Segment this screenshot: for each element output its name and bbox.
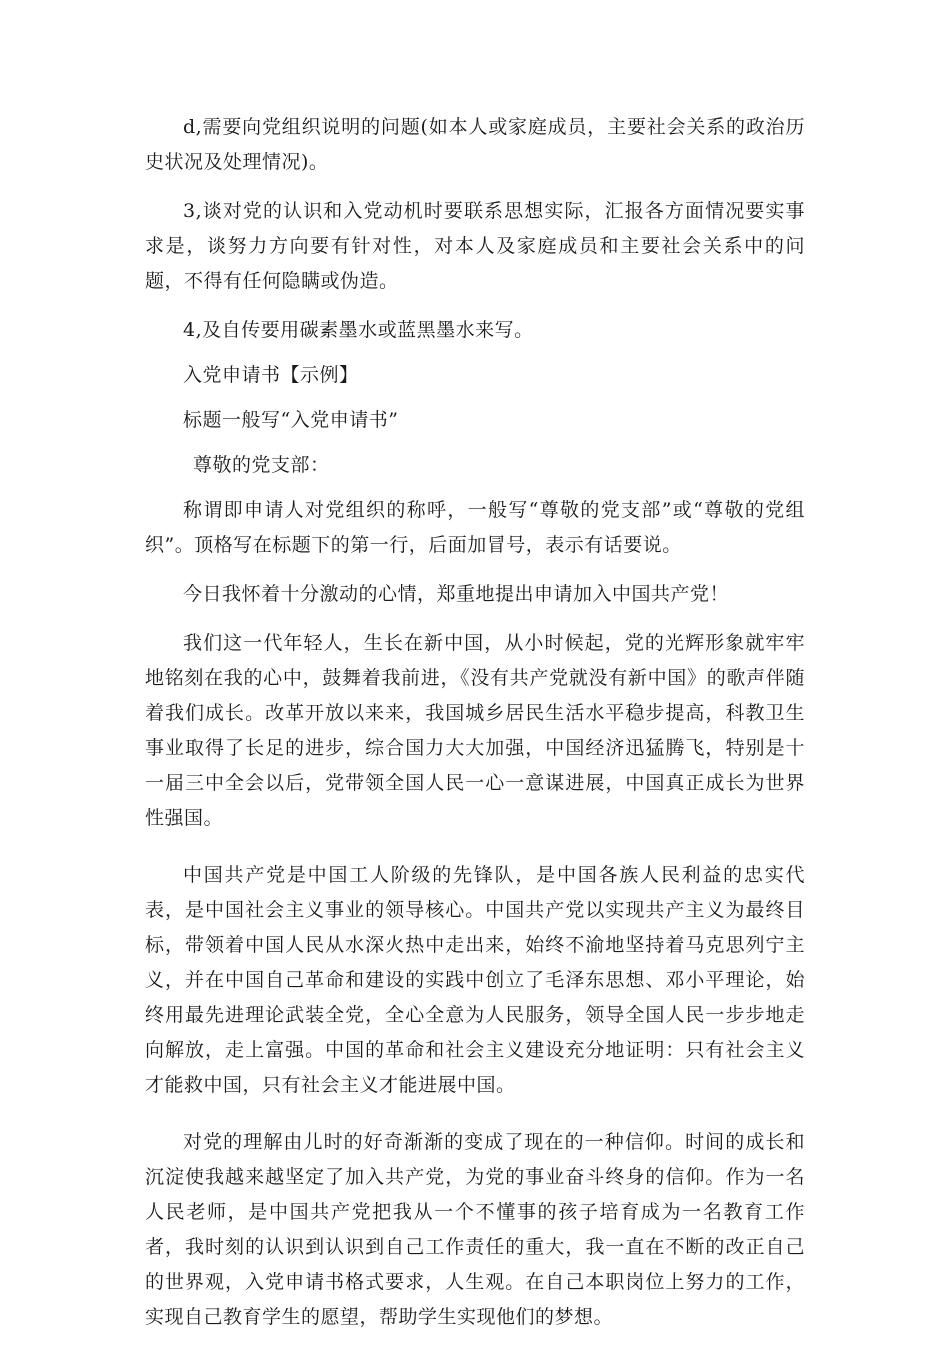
paragraph-item-4: 4,及自传要用碳素墨水或蓝黑墨水来写。 bbox=[183, 319, 534, 341]
document-body bbox=[145, 110, 805, 1349]
example-heading: 入党申请书【示例】 bbox=[183, 364, 359, 386]
body-paragraph-generation: 我们这一代年轻人，生长在新中国，从小时候起，党的光辉形象就牢牢地铭刻在我的心中，鼓舞着我前进，《没有共产党就没有新中国》的歌声伴随着我们成长。改革开放以来来，我国城乡居民生活水平稳步提高，科教卫生事业取得了长足的进步，综合国力大大加强，中国经济迅猛腾飞，特别是十一届三中全会以后，党带领全国人民一心一意谋进展，中国真正成长为世界性强国。 bbox=[145, 632, 805, 829]
body-paragraph-belief: 对党的理解由儿时的好奇渐渐的变成了现在的一种信仰。时间的成长和沉淀使我越来越坚定了加入共产党，为党的事业奋斗终身的信仰。作为一名人民老师，是中国共产党把我从一个不懂事的孩子培育成为一名教育工作者，我时刻的认识到认识到自己工作责任的重大，我一直在不断的改正自己的世界观，入党申请书格式要求，人生观。在自己本职岗位上努力的工作，实现自己教育学生的愿望，帮助学生实现他们的梦想。 bbox=[145, 1131, 805, 1328]
title-note: 标题一般写“入党申请书” bbox=[183, 409, 399, 431]
paragraph-item-3: 3,谈对党的认识和入党动机时要联系思想实际，汇报各方面情况要实事求是，谈努力方向要有针对性，对本人及家庭成员和主要社会关系中的问题，不得有任何隐瞒或伪造。 bbox=[145, 200, 805, 292]
salutation-note: 称谓即申请人对党组织的称呼，一般写“尊敬的党支部”或“尊敬的党组织”。顶格写在标题下的第一行，后面加冒号，表示有话要说。 bbox=[145, 499, 805, 556]
body-paragraph-party: 中国共产党是中国工人阶级的先锋队，是中国各族人民利益的忠实代表，是中国社会主义事业的领导核心。中国共产党以实现共产主义为最终目标，带领着中国人民从水深火热中走出来，始终不渝地坚持着马克思列宁主义，并在中国自己革命和建设的实践中创立了毛泽东思想、邓小平理论，始终用最先进理论武装全党，全心全意为人民服务，领导全国人民一步步地走向解放，走上富强。中国的革命和社会主义建设充分地证明：只有社会主义才能救中国，只有社会主义才能进展中国。 bbox=[145, 864, 805, 1096]
salutation: 尊敬的党支部： bbox=[193, 454, 330, 476]
opening-statement: 今日我怀着十分激动的心情，郑重地提出申请加入中国共产党！ bbox=[183, 583, 730, 605]
paragraph-item-d: d,需要向党组织说明的问题(如本人或家庭成员，主要社会关系的政治历史状况及处理情况)。 bbox=[145, 116, 805, 173]
